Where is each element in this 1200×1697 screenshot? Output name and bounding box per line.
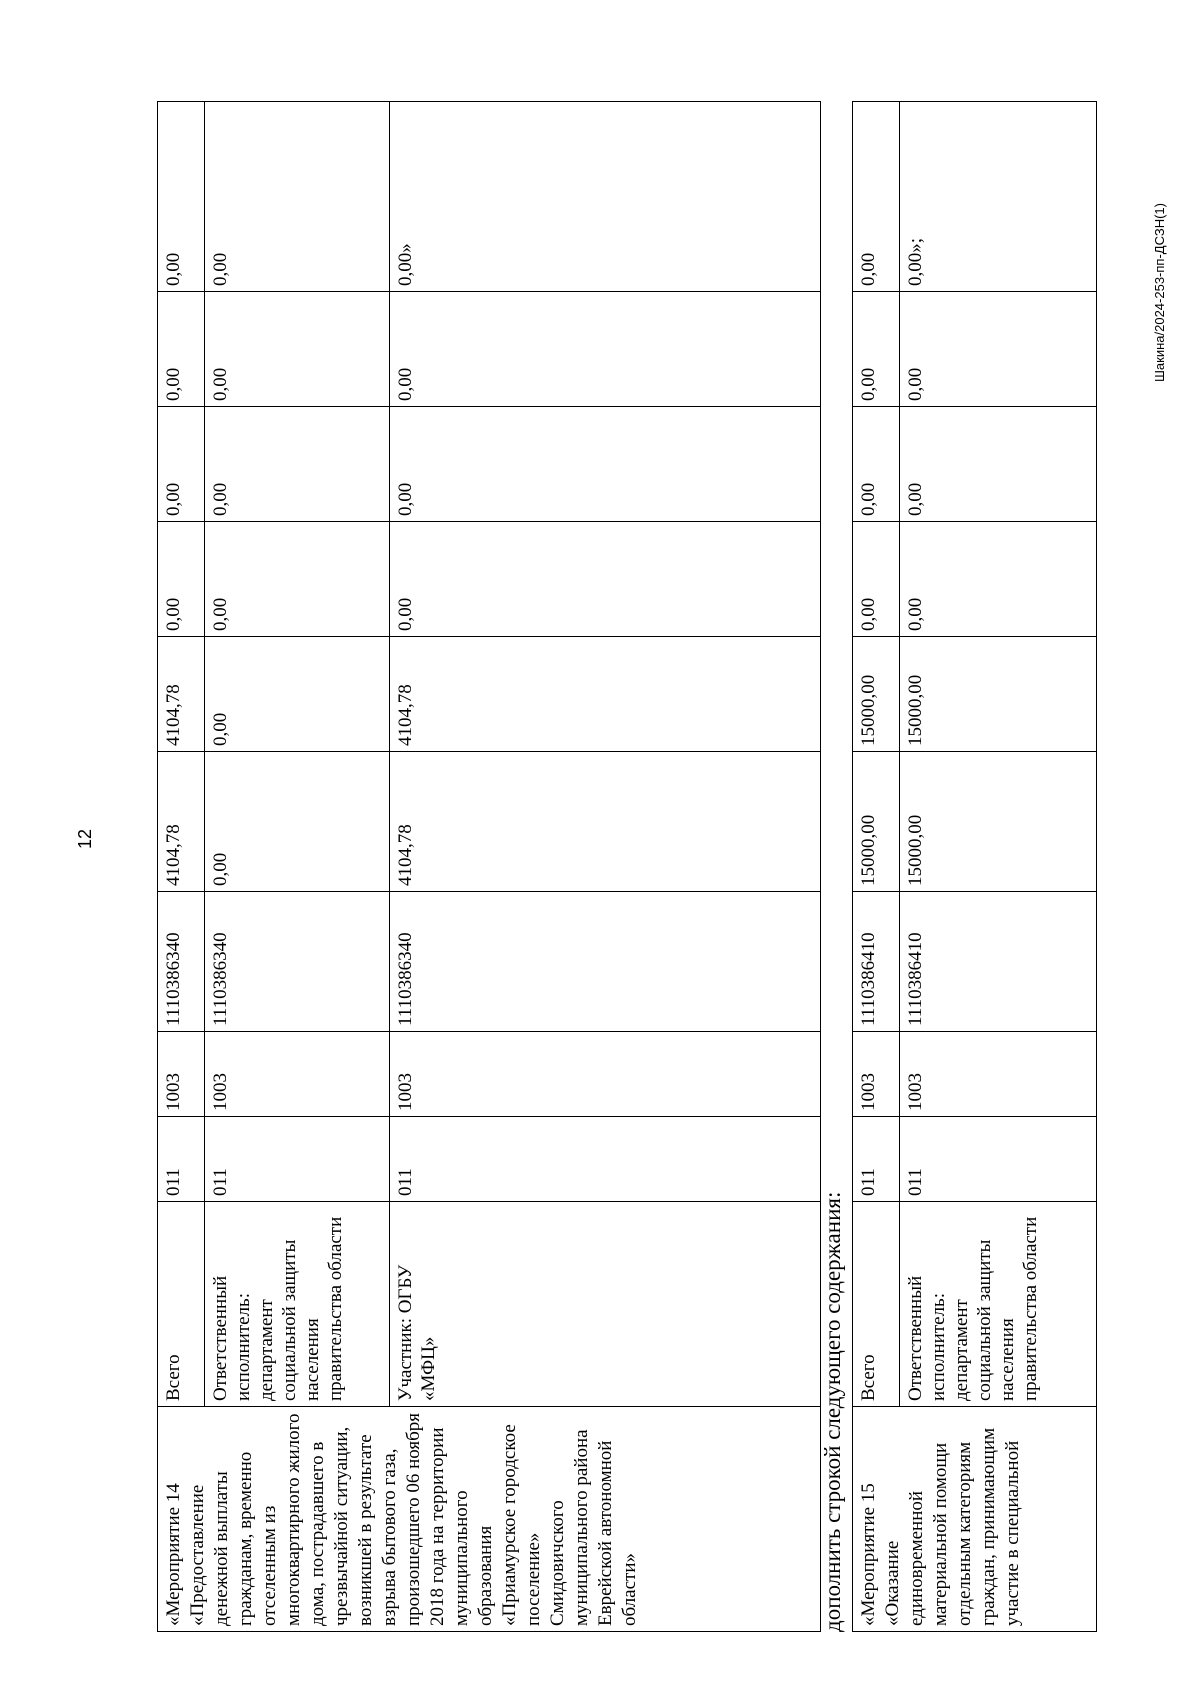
- intro-text: дополнить строкой следующего содержания:: [820, 1191, 845, 1632]
- table-cell: 15000,00: [900, 637, 1097, 752]
- table-cell: 4104,78: [390, 752, 821, 892]
- table-cell: 0,00: [158, 292, 205, 407]
- table-cell: 15000,00: [853, 637, 900, 752]
- table-cell: 0,00: [158, 407, 205, 522]
- table-cell: 0,00: [853, 407, 900, 522]
- table-cell: 0,00: [205, 102, 390, 292]
- table-cell: 0,00: [205, 752, 390, 892]
- table-cell: 1110386410: [853, 892, 900, 1032]
- measure-description: «Мероприятие 14 «Предоставление денежной выплаты гражданам, временно отселенным из многоквартирного жилого дома, пострадавшего в чрезвычайной ситуации, возникшей в результате взрыва бытового газа, произошедшего 06 ноября 2018 года на территории муниципального образования «Приамурское городское поселение» Смидовичского муниципального района Еврейской автономной области»: [158, 1407, 821, 1632]
- funding-source: Ответственный исполнитель: департамент социальной защиты населения правительства области: [205, 1202, 390, 1407]
- table-cell: 1110386340: [205, 892, 390, 1032]
- document-reference: Шакина/2024-253-пп-ДСЗН(1): [1152, 203, 1167, 382]
- table-cell: 4104,78: [158, 637, 205, 752]
- table-row: [853, 102, 900, 1632]
- table-cell: 15000,00: [900, 752, 1097, 892]
- table-cell: 0,00: [205, 407, 390, 522]
- table-cell: 011: [205, 1117, 390, 1202]
- table-cell: 0,00»;: [900, 102, 1097, 292]
- table-cell: 0,00: [900, 292, 1097, 407]
- table-cell: 0,00: [390, 522, 821, 637]
- funding-source: Всего: [158, 1202, 205, 1407]
- table-cell: 1003: [205, 1032, 390, 1117]
- table-cell: 011: [900, 1117, 1097, 1202]
- funding-source: Всего: [853, 1202, 900, 1407]
- measure-15-table: [852, 101, 1097, 1632]
- table-cell: 011: [853, 1117, 900, 1202]
- table-cell: 0,00: [900, 407, 1097, 522]
- table-cell: 1003: [853, 1032, 900, 1117]
- measure-14-table: [157, 101, 821, 1632]
- table-cell: 0,00: [158, 102, 205, 292]
- table-cell: 0,00»: [390, 102, 821, 292]
- table-cell: 4104,78: [390, 637, 821, 752]
- table-row: [900, 102, 1097, 1632]
- table-cell: 4104,78: [158, 752, 205, 892]
- table-cell: 1110386340: [158, 892, 205, 1032]
- table-cell: 0,00: [853, 522, 900, 637]
- table-row: [158, 102, 205, 1632]
- funding-source: Участник: ОГБУ «МФЦ»: [390, 1202, 821, 1407]
- table-cell: 0,00: [900, 522, 1097, 637]
- table-cell: 1110386410: [900, 892, 1097, 1032]
- table-cell: 1003: [900, 1032, 1097, 1117]
- table-cell: 0,00: [853, 102, 900, 292]
- table-cell: 0,00: [158, 522, 205, 637]
- table-cell: 0,00: [390, 407, 821, 522]
- table-row: [390, 102, 821, 1632]
- table-cell: 1003: [390, 1032, 821, 1117]
- table-cell: 1110386340: [390, 892, 821, 1032]
- table-cell: 0,00: [390, 292, 821, 407]
- table-row: [205, 102, 390, 1632]
- table-cell: 0,00: [205, 522, 390, 637]
- table-cell: 0,00: [205, 637, 390, 752]
- table-cell: 15000,00: [853, 752, 900, 892]
- table-cell: 1003: [158, 1032, 205, 1117]
- funding-source: Ответственный исполнитель: департамент социальной защиты населения правительства области: [900, 1202, 1097, 1407]
- table-cell: 0,00: [205, 292, 390, 407]
- table-cell: 0,00: [853, 292, 900, 407]
- table-cell: 011: [158, 1117, 205, 1202]
- page-number: 12: [75, 828, 95, 849]
- table-cell: 011: [390, 1117, 821, 1202]
- measure-description: «Мероприятие 15 «Оказание единовременной материальной помощи отдельным категориям граждан, принимающим участие в специальной: [853, 1407, 1097, 1632]
